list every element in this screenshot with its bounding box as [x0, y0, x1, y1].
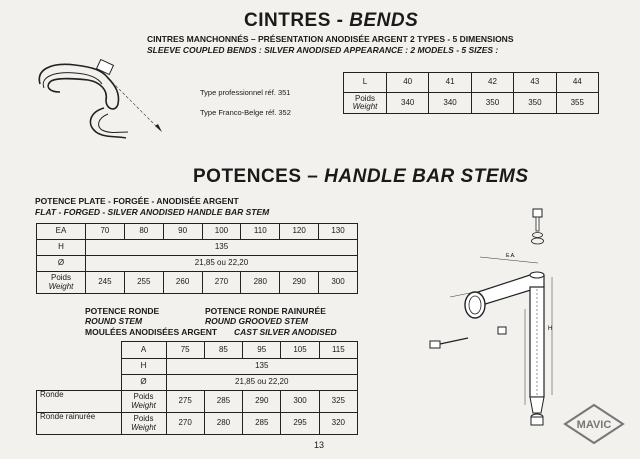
bends-weight-cell: 340 — [429, 93, 471, 114]
rainuree-w-label-en: Weight — [131, 422, 156, 432]
ronde-w-label-en: Weight — [131, 400, 156, 410]
rainuree-w-cell: 320 — [319, 413, 357, 435]
diagram-ea-label: E.A. — [506, 253, 516, 259]
bends-weight-cell: 350 — [514, 93, 556, 114]
bends-title-fr: CINTRES - — [244, 10, 350, 31]
round-h-label: H — [121, 359, 166, 375]
stems-title — [193, 166, 529, 188]
ronde-w-cell: 290 — [243, 391, 281, 413]
flat-w-cell: 300 — [319, 272, 358, 294]
round-a-label: A — [121, 342, 166, 359]
flat-w-label-en: Weight — [48, 281, 74, 291]
bends-weight-label — [344, 93, 387, 114]
round-d-value: 21,85 ou 22,20 — [166, 375, 358, 391]
flat-ea-cell: 110 — [241, 224, 280, 240]
flat-w-cell: 255 — [124, 272, 163, 294]
bends-weight-label-en: Weight — [352, 102, 378, 111]
flat-w-cell: 260 — [163, 272, 202, 294]
cast-fr: MOULÉES ANODISÉES ARGENT — [85, 327, 218, 337]
flat-ea-cell: 90 — [163, 224, 202, 240]
flat-h-row — [37, 240, 358, 256]
rainuree-w-label-fr: Poids — [133, 414, 154, 424]
ronde-w-label-fr: Poids — [133, 392, 154, 402]
rainuree-w-cell: 285 — [243, 413, 281, 435]
round-a-row — [37, 342, 358, 359]
round-d-row — [37, 375, 358, 391]
round-rainuree-row — [37, 413, 358, 435]
flat-w-cell: 290 — [280, 272, 319, 294]
bends-weight-cell: 355 — [556, 93, 598, 114]
flat-stem-en: FLAT - FORGED - SILVER ANODISED HANDLE BAR STEM — [35, 207, 270, 217]
bends-weight-cell: 340 — [387, 93, 429, 114]
mavic-logo-text: MAVIC — [576, 419, 612, 431]
rainuree-w-cell: 280 — [204, 413, 242, 435]
round-stem-table — [36, 341, 358, 435]
flat-d-row — [37, 256, 358, 272]
flat-w-label — [37, 272, 86, 294]
flat-h-value: 135 — [86, 240, 358, 256]
flat-ea-row — [37, 224, 358, 240]
round-a-cell: 85 — [204, 342, 242, 359]
flat-w-cell: 280 — [241, 272, 280, 294]
rainuree-w-cell: 295 — [281, 413, 319, 435]
flat-ea-label: EA — [37, 224, 86, 240]
round-d-label: Ø — [121, 375, 166, 391]
ronde-w-label — [121, 391, 166, 413]
stems-title-en: HANDLE BAR STEMS — [324, 166, 529, 187]
rainuree-w-cell: 270 — [166, 413, 204, 435]
handlebar-bend-drawing — [30, 52, 180, 147]
bends-size-label: L — [344, 73, 387, 93]
round-stem-en: ROUND STEM — [85, 316, 143, 326]
cast-en: CAST SILVER ANODISED — [234, 327, 337, 337]
flat-ea-cell: 80 — [124, 224, 163, 240]
flat-ea-cell: 130 — [319, 224, 358, 240]
flat-stem-fr: POTENCE PLATE - FORGÉE - ANODISÉE ARGENT — [35, 196, 239, 206]
bends-table — [343, 72, 599, 114]
diagram-h-label: H — [548, 326, 553, 332]
bends-size-cell: 43 — [514, 73, 556, 93]
bends-size-row — [344, 73, 599, 93]
rainuree-label: Ronde rainurée — [37, 413, 122, 435]
mavic-logo — [563, 403, 625, 445]
bends-title — [244, 10, 418, 32]
round-stem-fr: POTENCE RONDE — [85, 306, 160, 316]
bends-weight-label-fr: Poids — [354, 93, 375, 103]
flat-w-label-fr: Poids — [50, 273, 71, 283]
ronde-w-cell: 285 — [204, 391, 242, 413]
rainuree-w-label — [121, 413, 166, 435]
round-h-value: 135 — [166, 359, 358, 375]
bends-size-cell: 41 — [429, 73, 471, 93]
bends-title-en: BENDS — [349, 10, 419, 31]
flat-w-cell: 270 — [202, 272, 241, 294]
round-a-cell: 115 — [319, 342, 357, 359]
ronde-label: Ronde — [37, 391, 122, 413]
stem-exploded-drawing — [420, 205, 580, 435]
round-h-row — [37, 359, 358, 375]
flat-stem-table — [36, 223, 358, 294]
ronde-w-cell: 300 — [281, 391, 319, 413]
round-a-cell: 95 — [243, 342, 281, 359]
grooved-stem-fr: POTENCE RONDE RAINURÉE — [205, 306, 326, 316]
page-number: 13 — [314, 440, 325, 450]
bends-size-cell: 40 — [387, 73, 429, 93]
flat-ea-cell: 120 — [280, 224, 319, 240]
round-blank-cell — [37, 359, 122, 375]
ronde-w-cell: 325 — [319, 391, 357, 413]
bends-subtitle-en: SLEEVE COUPLED BENDS : SILVER ANODISED APPEARANCE : 2 MODELS - 5 SIZES : — [147, 45, 499, 55]
flat-ea-cell: 100 — [202, 224, 241, 240]
round-blank-cell — [37, 375, 122, 391]
round-a-cell: 105 — [281, 342, 319, 359]
bends-size-cell: 42 — [471, 73, 513, 93]
round-ronde-row — [37, 391, 358, 413]
bends-weight-cell: 350 — [471, 93, 513, 114]
ronde-w-cell: 275 — [166, 391, 204, 413]
bends-size-cell: 44 — [556, 73, 598, 93]
round-a-cell: 75 — [166, 342, 204, 359]
flat-w-cell: 245 — [86, 272, 125, 294]
type-professional: Type professionnel réf. 351 — [200, 88, 291, 97]
flat-w-row — [37, 272, 358, 294]
flat-h-label: H — [37, 240, 86, 256]
flat-d-label: Ø — [37, 256, 86, 272]
flat-ea-cell: 70 — [86, 224, 125, 240]
flat-d-value: 21,85 ou 22,20 — [86, 256, 358, 272]
round-blank-cell — [37, 342, 122, 359]
bends-weight-row — [344, 93, 599, 114]
grooved-stem-en: ROUND GROOVED STEM — [205, 316, 308, 326]
stems-title-fr: POTENCES – — [193, 166, 325, 187]
bends-subtitle-fr: CINTRES MANCHONNÉS – PRÉSENTATION ANODISÉE ARGENT 2 TYPES - 5 DIMENSIONS — [147, 34, 514, 44]
type-franco-belge: Type Franco-Belge réf. 352 — [200, 108, 291, 117]
